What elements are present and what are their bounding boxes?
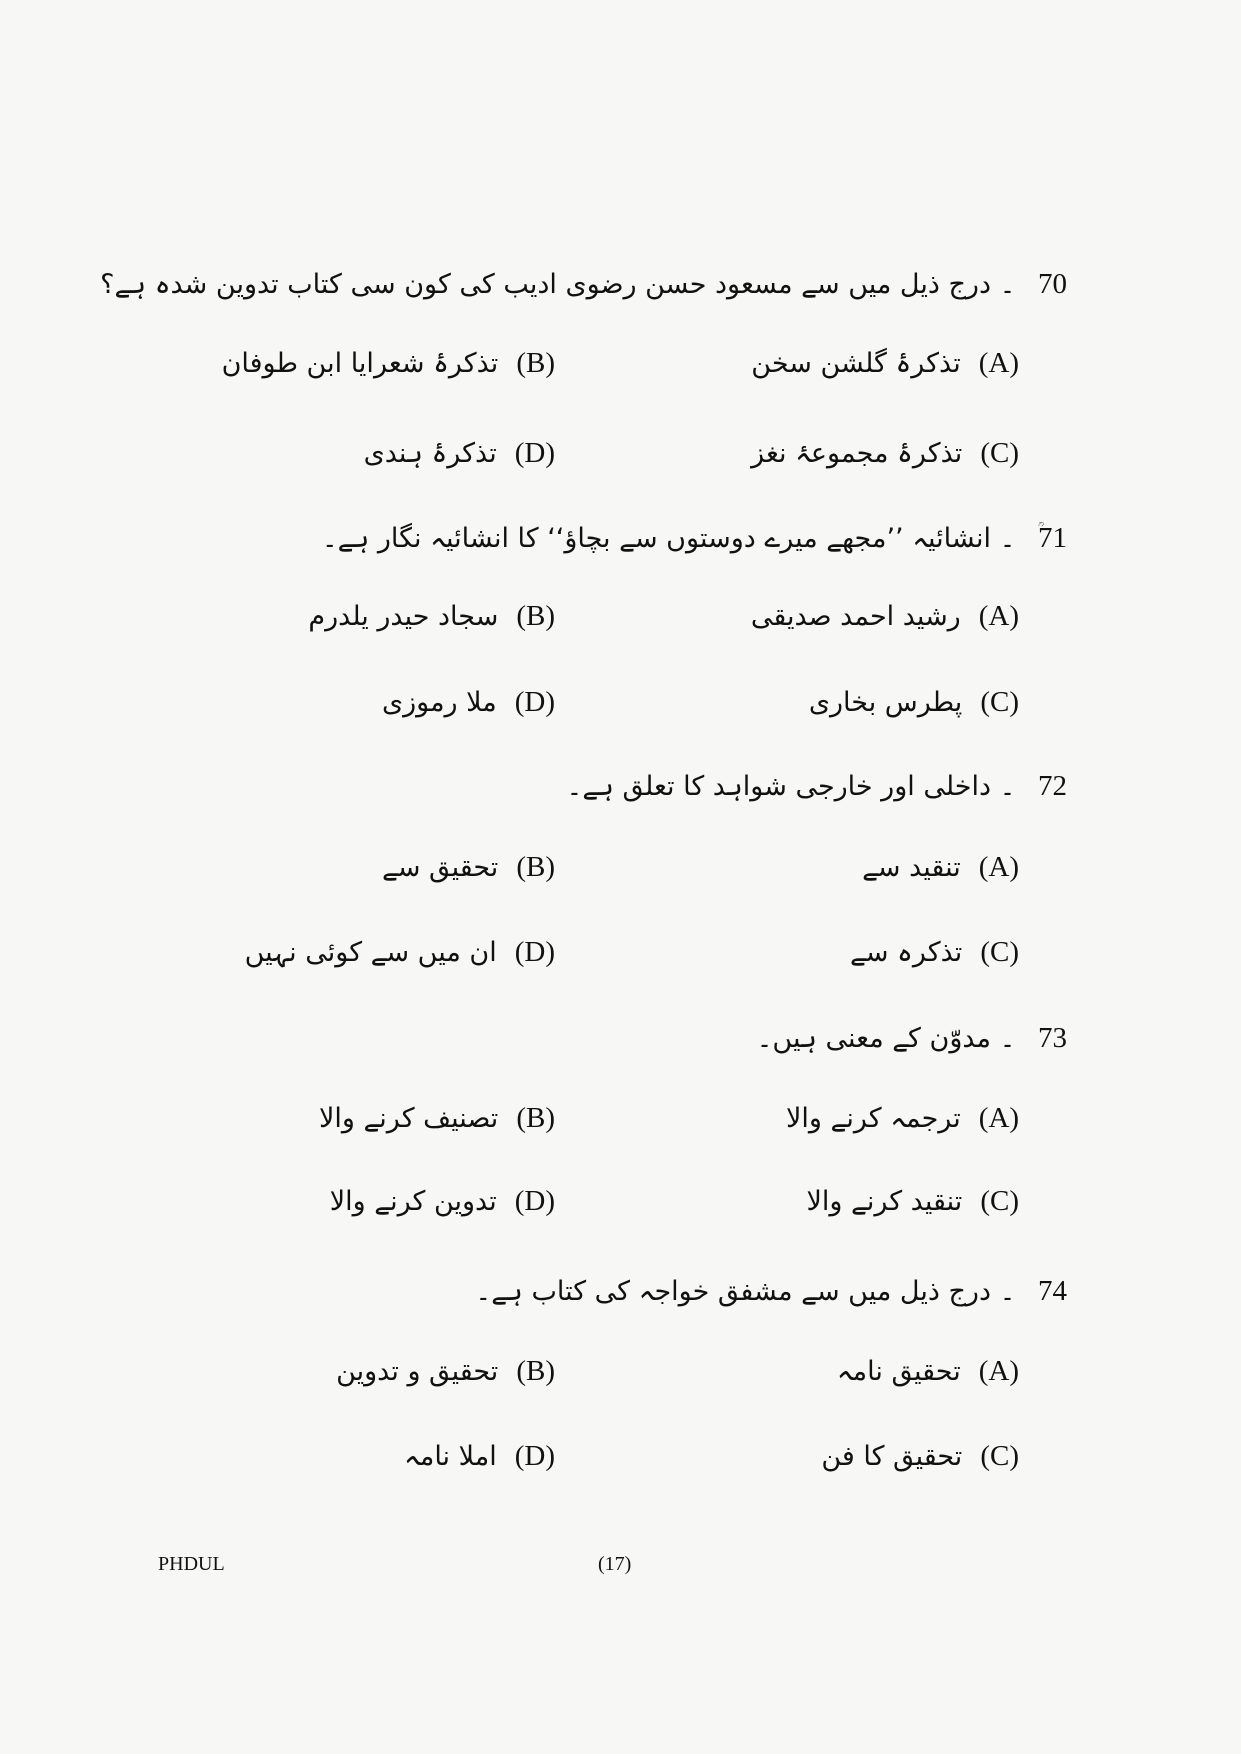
question-number: 72 — [1038, 770, 1067, 802]
question-number: 74 — [1038, 1275, 1067, 1307]
option-71-d — [382, 686, 555, 719]
option-text: تذکرۂ ہندی — [363, 438, 497, 469]
question-73 — [757, 1022, 1067, 1055]
question-text: ۔ انشائیہ ’’مجھے میرے دوستوں سے بچاؤ‘‘ کا انشائیہ نگار ہے۔ — [321, 523, 1016, 554]
option-text: تحقیق کا فن — [821, 1441, 963, 1472]
option-71-b — [308, 600, 555, 633]
page-number: (17) — [598, 1553, 632, 1575]
option-72-d — [245, 936, 555, 969]
option-letter: (A) — [978, 1102, 1019, 1134]
option-73-b — [319, 1102, 555, 1135]
option-letter: (D) — [514, 936, 555, 968]
option-letter: (C) — [980, 686, 1019, 718]
option-74-c — [821, 1440, 1019, 1473]
option-73-d — [330, 1185, 555, 1218]
option-text: ترجمہ کرنے والا — [786, 1103, 961, 1134]
question-70 — [100, 268, 1067, 301]
option-71-c — [809, 686, 1019, 719]
option-letter: (D) — [514, 686, 555, 718]
option-letter: (B) — [516, 851, 555, 883]
option-letter: (A) — [978, 1355, 1019, 1387]
question-text: ۔ درج ذیل میں سے مشفق خواجہ کی کتاب ہے۔ — [475, 1276, 1016, 1307]
option-letter: (D) — [514, 1440, 555, 1472]
option-74-a — [837, 1355, 1019, 1388]
option-70-c — [751, 437, 1019, 470]
option-letter: (C) — [980, 1440, 1019, 1472]
option-70-b — [222, 347, 555, 380]
option-text: ان میں سے کوئی نہیں — [244, 937, 497, 968]
option-70-d — [364, 437, 555, 470]
option-text: تدوین کرنے والا — [329, 1186, 497, 1217]
question-text: ۔ مدوّن کے معنی ہیں۔ — [756, 1023, 1016, 1054]
option-letter: (B) — [516, 600, 555, 632]
option-text: تحقیق سے — [382, 852, 499, 883]
option-text: تحقیق و تدوین — [336, 1356, 499, 1387]
option-text: تنقید سے — [862, 852, 961, 883]
option-letter: (A) — [978, 347, 1019, 379]
option-letter: (A) — [978, 851, 1019, 883]
option-text: تحقیق نامہ — [836, 1356, 961, 1387]
option-72-c — [850, 936, 1019, 969]
option-text: تذکرۂ گلشن سخن — [751, 348, 961, 379]
option-text: تذکرہ سے — [850, 937, 963, 968]
option-letter: (C) — [980, 437, 1019, 469]
option-text: رشید احمد صدیقی — [750, 601, 961, 632]
option-text: تذکرۂ مجموعۂ نغز — [751, 438, 963, 469]
option-letter: (D) — [514, 437, 555, 469]
option-71-a — [751, 600, 1019, 633]
option-text: املا نامہ — [404, 1441, 497, 1472]
option-73-c — [806, 1185, 1019, 1218]
question-74 — [475, 1275, 1067, 1308]
option-74-d — [404, 1440, 555, 1473]
option-text: تذکرۂ شعرایا ابن طوفان — [221, 348, 499, 379]
option-text: تنقید کرنے والا — [806, 1186, 963, 1217]
option-letter: (C) — [980, 1185, 1019, 1217]
option-letter: (D) — [514, 1185, 555, 1217]
option-70-a — [751, 347, 1019, 380]
question-71 — [322, 522, 1067, 555]
option-text: ملا رموزی — [381, 687, 497, 718]
option-letter: (C) — [980, 936, 1019, 968]
option-letter: (B) — [516, 1102, 555, 1134]
option-72-b — [382, 851, 555, 884]
option-letter: (B) — [516, 347, 555, 379]
question-number: 70 — [1038, 268, 1067, 300]
option-text: پطرس بخاری — [808, 687, 963, 718]
option-73-a — [786, 1102, 1019, 1135]
question-number: 73 — [1038, 1022, 1067, 1054]
question-number: 71 — [1038, 522, 1067, 554]
option-72-a — [862, 851, 1019, 884]
option-letter: (A) — [978, 600, 1019, 632]
option-letter: (B) — [516, 1355, 555, 1387]
option-text: سجاد حیدر یلدرم — [308, 601, 499, 632]
question-text: ۔ داخلی اور خارجی شواہد کا تعلق ہے۔ — [566, 771, 1016, 802]
question-text: ۔ درج ذیل میں سے مسعود حسن رضوی ادیب کی کون سی کتاب تدوین شدہ ہے؟ — [100, 269, 1016, 300]
option-text: تصنیف کرنے والا — [318, 1103, 499, 1134]
question-72 — [567, 770, 1067, 803]
option-74-b — [336, 1355, 555, 1388]
paper-code: PHDUL — [158, 1553, 225, 1575]
